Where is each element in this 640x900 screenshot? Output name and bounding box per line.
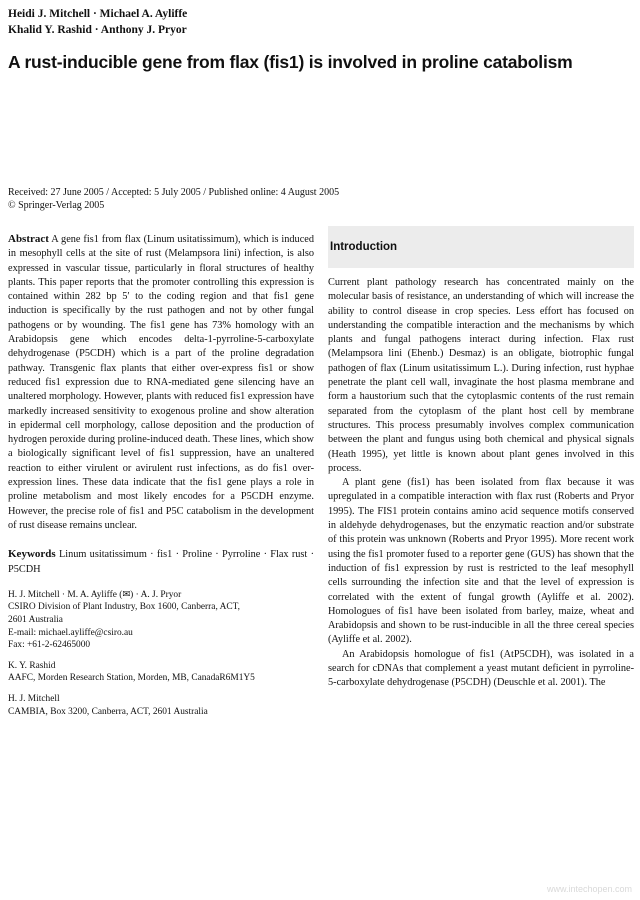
left-column	[8, 232, 314, 726]
affiliation-group	[8, 589, 314, 652]
affiliation-names: H. J. Mitchell · M. A. Ayliffe (✉) · A. J. Pryor	[8, 589, 182, 600]
paper-title: A rust-inducible gene from flax (fis1) is involved in proline catabolism	[8, 52, 573, 72]
authors-line-2: Khalid Y. Rashid · Anthony J. Pryor	[8, 24, 187, 36]
introduction-paragraph: Current plant pathology research has concentrated mainly on the molecular basis of resistance, an understanding of which will increase the ability to control disease in crop species. Less effort has focused on understanding the compatible interaction and the mechanisms by which plants and fungal pathogens interact during infection. Flax rust (Melampsora lini (Ehenb.) Desmaz) is an obligate, biotrophic fungal pathogen of flax (Linum usitatissimum L.). During infection, rust hyphae penetrate the plant cell wall, invaginate the host plasma membrane and form a haustorium such that the cytoplasmic contents of the rust remain separated from the cytoplasm of the plant host cell by membrane structures. This process presumably involves complex communication between the plant and fungus using both chemical and physical signals (Heath 1995), yet little is known about plant genes involved in this process.	[328, 277, 634, 474]
introduction-paragraph: A plant gene (fis1) has been isolated from flax because it was upregulated in a compatible interaction with flax rust (Roberts and Pryor 1995). The FIS1 protein contains amino acid sequence motifs conserved in aldehyde dehydrogenases, but the enzymatic reaction and/or substrate of this protein was unknown (Roberts and Pryor 1995). More recent work using the fis1 promoter fused to a reporter gene (GUS) has shown that the induction of fis1 expression by rust is restricted to the leaf mesophyll cells surrounding the infection site and that the level of expression is correlated with the extent of fungal growth (Ayliffe et al. 2002). Homologues of fis1 have been isolated from barley, maize, wheat and Arabidopsis and shown to be rust-inducible in all the three cereal species (Ayliffe et al. 2002).	[328, 477, 634, 646]
fax-line: Fax: +61-2-62465000	[8, 640, 91, 651]
introduction-heading: Introduction	[330, 241, 398, 253]
affiliation-group	[8, 693, 314, 718]
introduction-paragraph: An Arabidopsis homologue of fis1 (AtP5CDH), was isolated in a search for cDNAs that complement a yeast mutant deficient in pyrroline-5-carboxylate dehydrogenase (P5CDH) (Deuschle et al. 2001). The	[328, 648, 634, 689]
watermark-text: www.intechopen.com	[546, 884, 632, 894]
publication-dates	[8, 186, 339, 212]
keywords-text: Linum usitatissimum · fis1 · Proline · Pyrroline · Flax rust · P5CDH	[8, 549, 314, 575]
introduction-body	[328, 276, 634, 691]
abstract-label: Abstract	[8, 233, 49, 245]
affiliation-group	[8, 660, 314, 685]
affiliation-line: 2601 Australia	[8, 615, 63, 626]
keywords	[8, 547, 314, 577]
affiliation-names: K. Y. Rashid	[8, 660, 56, 671]
affiliations	[8, 589, 314, 718]
author-list	[8, 6, 187, 38]
keywords-label: Keywords	[8, 548, 56, 561]
affiliation-line: CSIRO Division of Plant Industry, Box 1600, Canberra, ACT,	[8, 602, 241, 613]
email-link[interactable]: E-mail: michael.ayliffe@csiro.au	[8, 627, 133, 638]
abstract-text: A gene fis1 from flax (Linum usitatissimum), which is induced in mesophyll cells at the site of rust (Melampsora lini) infection, is also expressed in vascular tissue, particularly in floral structures of healthy plants. This paper reports that the promoter controlling this expression is contained within 282 bp 5′ to the coding region and that fis1 gene induction is specifically by the rust pathogen and not by other fungal pathogens or by wounding. The fis1 gene has 73% homology with an Arabidopsis gene which encodes delta-1-pyrroline-5-carboxylate dehydrogenase (P5CDH) which is a part of the proline degradation pathway. Transgenic flax plants that either over-express fis1 or show reduced fis1 expression due to RNA-mediated gene silencing have an unaltered morphology. However, plants with reduced fis1 expression have markedly increased sensitivity to exogenous proline and show alteration in epidermal cell morphology, callose deposition and the production of hydrogen peroxide during proline-induced death. These lines, which show a biologically significant level of fis1 suppression, have an unaltered reaction to either virulent or avirulent rust infections, as do fis1 over-expression lines. These data indicate that the fis1 gene plays a role in proline metabolism and most likely encodes for a P5CDH enzyme. However, the precise role of fis1 and P5C catabolism in the development of rust disease remains unclear.	[8, 234, 314, 531]
abstract	[8, 232, 314, 533]
affiliation-line: AAFC, Morden Research Station, Morden, MB, CanadaR6M1Y5	[8, 673, 255, 684]
right-column	[328, 226, 634, 691]
authors-line-1: Heidi J. Mitchell · Michael A. Ayliffe	[8, 8, 188, 20]
copyright-line: © Springer-Verlag 2005	[8, 200, 105, 211]
affiliation-line: CAMBIA, Box 3200, Canberra, ACT, 2601 Australia	[8, 706, 208, 717]
introduction-heading-bar	[328, 226, 634, 268]
history-dates: Received: 27 June 2005 / Accepted: 5 July 2005 / Published online: 4 August 2005	[8, 187, 340, 198]
affiliation-names: H. J. Mitchell	[8, 693, 60, 704]
